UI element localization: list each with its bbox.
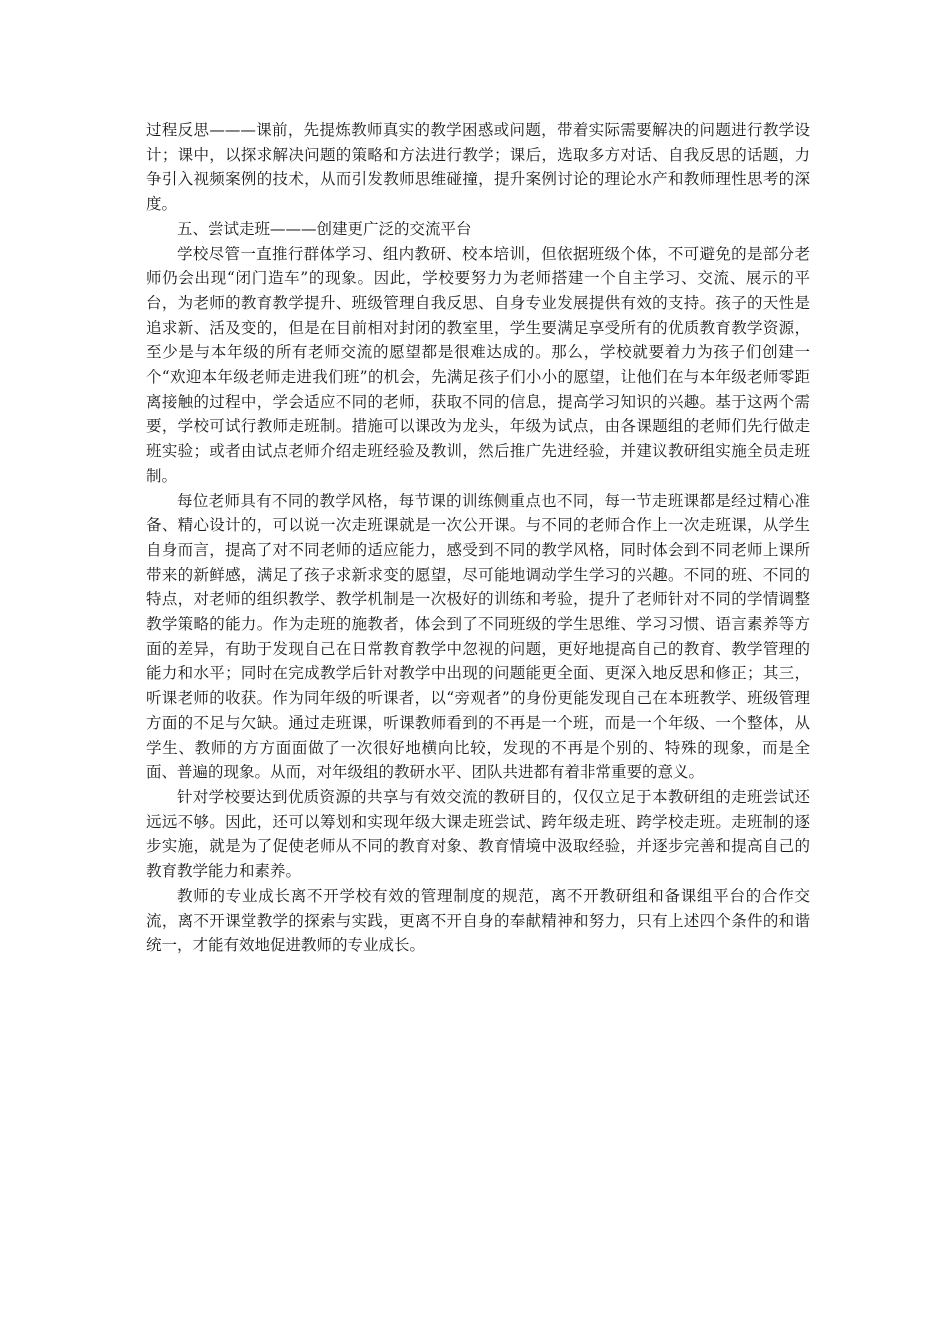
paragraph-rotation-benefits: 每位老师具有不同的教学风格，每节课的训练侧重点也不同，每一节走班课都是经过精心准备、精心设计的，可以说一次走班课就是一次公开课。与不同的老师合作上一次走班课，从学生自身而言，提高了对不同老师的适应能力，感受到不同的教学风格，同时体会到不同老师上课所带来的新鲜感，满足了孩子求新求变的愿望，尽可能地调动学生学习的兴趣。不同的班、不同的特点，对老师的组织教学、教学机制是一次极好的训练和考验，提升了老师针对不同的学情调整教学策略的能力。作为走班的施教者，体会到了不同班级的学生思维、学习习惯、语言素养等方面的差异，有助于发现自己在日常教育教学中忽视的问题，更好地提高自己的教育、教学管理的能力和水平；同时在完成教学后针对教学中出现的问题能更全面、更深入地反思和修正；其三，听课老师的收获。作为同年级的听课者，以“旁观者”的身份更能发现自己在本班教学、班级管理方面的不足与欠缺。通过走班课，听课教师看到的不再是一个班，而是一个年级、一个整体，从学生、教师的方方面面做了一次很好地横向比较，发现的不再是个别的、特殊的现象，而是全面、普遍的现象。从而，对年级组的教研水平、团队共进都有着非常重要的意义。 bbox=[146, 491, 810, 782]
paragraph-process-reflection: 过程反思———课前，先提炼教师真实的教学困惑或问题，带着实际需要解决的问题进行教学设计；课中，以探求解决问题的策略和方法进行教学；课后，选取多方对话、自我反思的话题，力争引入视频案例的技术，从而引发教师思维碰撞，提升案例讨论的理论水产和教师理性思考的深度。 bbox=[146, 121, 810, 214]
document-page bbox=[146, 118, 810, 958]
paragraph-rotation-expansion: 针对学校要达到优质资源的共享与有效交流的教研目的，仅仅立足于本教研组的走班尝试还远远不够。因此，还可以筹划和实现年级大课走班尝试、跨年级走班、跨学校走班。走班制的逐步实施，就是为了促使老师从不同的教育对象、教育情境中汲取经验，并逐步完善和提高自己的教育教学能力和素养。 bbox=[146, 787, 810, 881]
section-heading-try-class-rotation: 五、尝试走班———创建更广泛的交流平台 bbox=[177, 219, 472, 238]
paragraph-conclusion: 教师的专业成长离不开学校有效的管理制度的规范，离不开教研组和备课组平台的合作交流，离不开课堂教学的探索与实践，更离不开自身的奉献精神和努力，只有上述四个条件的和谐统一，才能有效地促进教师的专业成长。 bbox=[146, 886, 810, 955]
paragraph-rotation-rationale: 学校尽管一直推行群体学习、组内教研、校本培训，但依据班级个体，不可避免的是部分老师仍会出现“闭门造车”的现象。因此，学校要努力为老师搭建一个自主学习、交流、展示的平台，为老师的教育教学提升、班级管理自我反思、自身专业发展提供有效的支持。孩子的天性是追求新、活及变的，但是在目前相对封闭的教室里，学生要满足享受所有的优质教育教学资源，至少是与本年级的所有老师交流的愿望都是很难达成的。那么，学校就要着力为孩子们创建一个“欢迎本年级老师走进我们班”的机会，先满足孩子们小小的愿望，让他们在与本年级老师零距离接触的过程中，学会适应不同的老师，获取不同的信息，提高学习知识的兴趣。基于这两个需要，学校可试行教师走班制。措施可以课改为龙头，年级为试点，由各课题组的老师们先行做走班实验；或者由试点老师介绍走班经验及教训，然后推广先进经验，并建议教研组实施全员走班制。 bbox=[146, 244, 810, 485]
